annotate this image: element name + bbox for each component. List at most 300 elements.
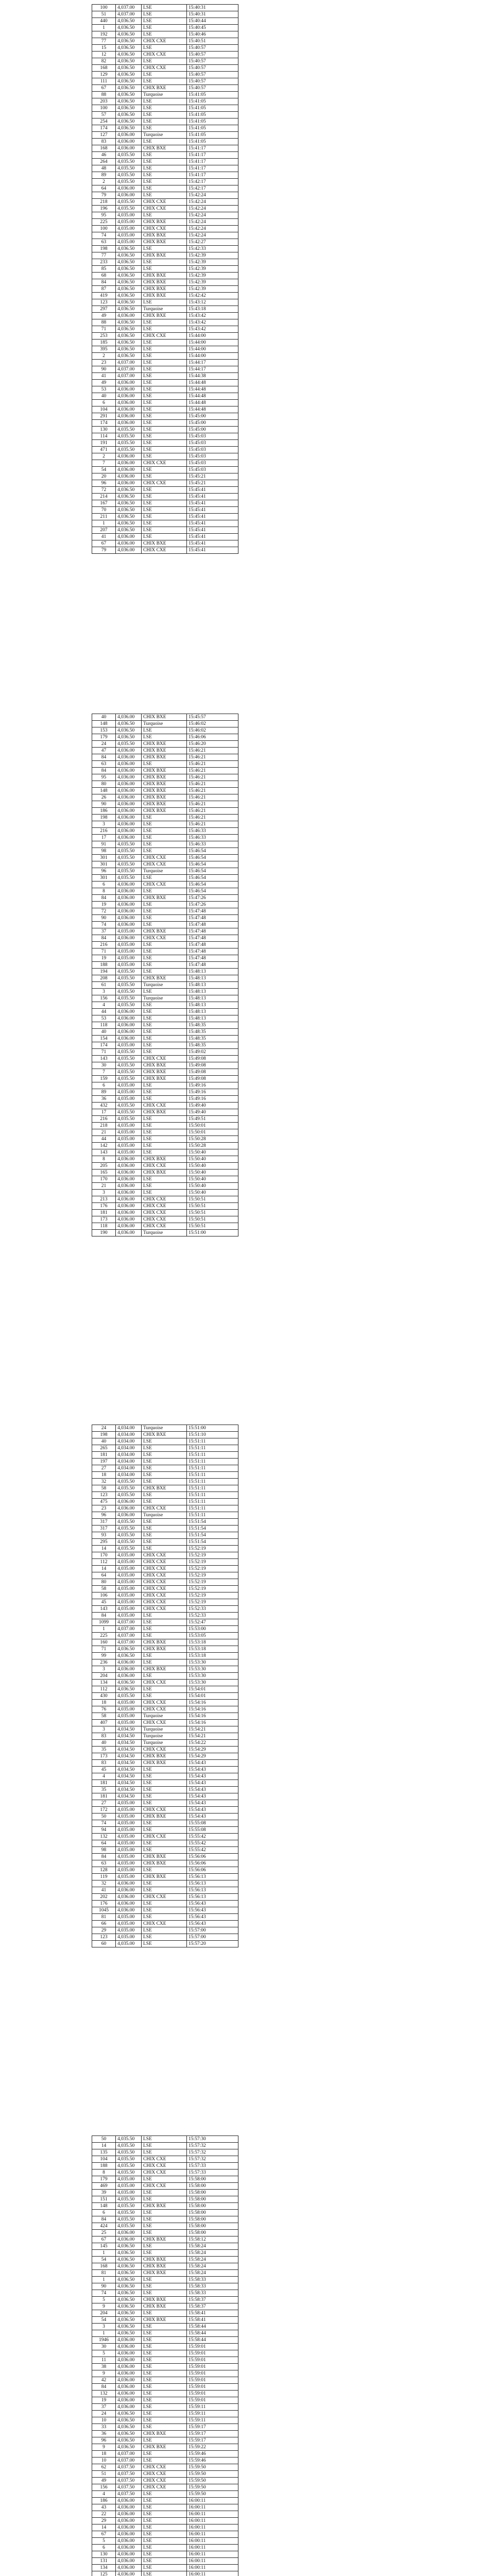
trade-venue-cell: LSE [142, 1914, 187, 1921]
trade-volume-cell: 42 [92, 2377, 116, 2384]
trade-price-cell: 4,035.50 [116, 1002, 142, 1009]
trade-time-cell: 15:45:03 [187, 447, 238, 453]
trade-price-cell: 4,036.50 [116, 346, 142, 353]
trade-price-cell: 4,036.50 [116, 2303, 142, 2310]
trade-venue-cell: LSE [142, 2290, 187, 2297]
table-row [92, 794, 238, 801]
trade-venue-cell: LSE [142, 1653, 187, 1659]
trade-price-cell: 4,036.50 [116, 2277, 142, 2283]
trade-time-cell: 15:49:08 [187, 1062, 238, 1069]
trade-venue-cell: LSE [142, 2511, 187, 2518]
trade-volume-cell: 83 [92, 1760, 116, 1767]
trade-volume-cell: 49 [92, 313, 116, 319]
table-row [92, 2156, 238, 2163]
trade-volume-cell: 23 [92, 360, 116, 366]
trade-volume-cell: 14 [92, 1546, 116, 1552]
trade-volume-cell: 186 [92, 808, 116, 815]
trade-price-cell: 4,035.50 [116, 2136, 142, 2143]
trade-price-cell: 4,035.50 [116, 1532, 142, 1539]
trade-volume-cell: 1045 [92, 1907, 116, 1914]
table-row [92, 105, 238, 112]
trade-time-cell: 15:54:43 [187, 1807, 238, 1814]
trade-time-cell: 15:48:13 [187, 1009, 238, 1015]
trade-price-cell: 4,036.00 [116, 145, 142, 152]
trade-volume-cell: 134 [92, 1680, 116, 1686]
trade-price-cell: 4,036.50 [116, 112, 142, 118]
trade-venue-cell: LSE [142, 2524, 187, 2531]
table-row [92, 145, 238, 152]
trade-price-cell: 4,035.00 [116, 1814, 142, 1820]
trade-price-cell: 4,036.50 [116, 2330, 142, 2337]
trade-price-cell: 4,035.00 [116, 1941, 142, 1947]
trade-time-cell: 15:50:51 [187, 1216, 238, 1223]
trade-price-cell: 4,036.50 [116, 500, 142, 507]
table-row [92, 1089, 238, 1096]
trade-price-cell: 4,036.50 [116, 333, 142, 340]
trade-price-cell: 4,036.00 [116, 313, 142, 319]
trade-volume-cell: 188 [92, 2163, 116, 2170]
trade-volume-cell: 98 [92, 848, 116, 855]
trade-time-cell: 15:54:21 [187, 1733, 238, 1740]
trade-time-cell: 15:52:19 [187, 1572, 238, 1579]
trade-price-cell: 4,036.00 [116, 393, 142, 400]
trade-time-cell: 15:45:03 [187, 460, 238, 467]
trade-time-cell: 15:54:16 [187, 1700, 238, 1706]
trade-time-cell: 15:58:44 [187, 2324, 238, 2330]
trade-price-cell: 4,035.50 [116, 433, 142, 440]
trade-time-cell: 15:46:54 [187, 861, 238, 868]
trade-price-cell: 4,036.00 [116, 808, 142, 815]
table-row [92, 1056, 238, 1062]
trade-time-cell: 15:58:41 [187, 2317, 238, 2324]
trade-venue-cell: CHIX BXE [142, 774, 187, 781]
trade-venue-cell: LSE [142, 2330, 187, 2337]
trade-price-cell: 4,037.00 [116, 1626, 142, 1633]
table-row [92, 1532, 238, 1539]
trade-price-cell: 4,036.00 [116, 467, 142, 473]
trade-venue-cell: CHIX BXE [142, 1753, 187, 1760]
trade-time-cell: 15:45:00 [187, 427, 238, 433]
trade-volume-cell: 432 [92, 1103, 116, 1109]
table-row [92, 868, 238, 875]
table-row [92, 266, 238, 273]
trade-volume-cell: 12 [92, 52, 116, 58]
trade-price-cell: 4,036.00 [116, 2397, 142, 2404]
table-row [92, 212, 238, 219]
trade-venue-cell: LSE [142, 1445, 187, 1452]
trade-venue-cell: LSE [142, 1519, 187, 1526]
trade-venue-cell: LSE [142, 514, 187, 520]
trade-venue-cell: LSE [142, 1693, 187, 1700]
trade-price-cell: 4,036.50 [116, 340, 142, 346]
trade-time-cell: 15:57:33 [187, 2163, 238, 2170]
trade-venue-cell: LSE [142, 955, 187, 962]
trade-venue-cell: LSE [142, 2190, 187, 2196]
trade-volume-cell: 27 [92, 1465, 116, 1472]
trade-time-cell: 15:48:13 [187, 975, 238, 982]
trade-volume-cell: 61 [92, 982, 116, 989]
trade-time-cell: 15:49:08 [187, 1076, 238, 1082]
table-row [92, 38, 238, 45]
trade-time-cell: 15:49:16 [187, 1089, 238, 1096]
trade-time-cell: 15:42:39 [187, 286, 238, 293]
trade-time-cell: 15:54:21 [187, 1726, 238, 1733]
trade-venue-cell: CHIX CXE [142, 333, 187, 340]
trade-volume-cell: 156 [92, 2484, 116, 2491]
trade-venue-cell: LSE [142, 1036, 187, 1042]
table-row [92, 1921, 238, 1927]
trade-volume-cell: 6 [92, 1082, 116, 1089]
transaction-table [92, 2136, 238, 2576]
trade-volume-cell: 168 [92, 65, 116, 72]
trade-time-cell: 15:45:03 [187, 440, 238, 447]
trade-price-cell: 4,037.00 [116, 366, 142, 373]
trade-time-cell: 15:55:42 [187, 1840, 238, 1847]
trade-venue-cell: LSE [142, 875, 187, 882]
trade-volume-cell: 25 [92, 2230, 116, 2236]
trade-price-cell: 4,036.00 [116, 774, 142, 781]
trade-price-cell: 4,036.50 [116, 1653, 142, 1659]
trade-venue-cell: LSE [142, 835, 187, 841]
trade-volume-cell: 2 [92, 353, 116, 360]
trade-time-cell: 15:59:50 [187, 2484, 238, 2491]
table-row [92, 1626, 238, 1633]
trade-volume-cell: 36 [92, 2431, 116, 2437]
trade-time-cell: 15:46:02 [187, 721, 238, 727]
table-row [92, 447, 238, 453]
trade-volume-cell: 47 [92, 748, 116, 754]
trade-volume-cell: 51 [92, 2471, 116, 2478]
trade-volume-cell: 225 [92, 1633, 116, 1639]
trade-time-cell: 15:53:30 [187, 1673, 238, 1680]
trade-price-cell: 4,035.00 [116, 219, 142, 226]
table-row [92, 1069, 238, 1076]
trade-venue-cell: LSE [142, 734, 187, 741]
table-row [92, 1941, 238, 1947]
trade-venue-cell: CHIX BXE [142, 768, 187, 774]
trade-venue-cell: LSE [142, 1472, 187, 1479]
table-row [92, 815, 238, 821]
trade-price-cell: 4,037.50 [116, 2471, 142, 2478]
trade-volume-cell: 84 [92, 754, 116, 761]
table-row [92, 2370, 238, 2377]
trade-time-cell: 15:46:21 [187, 821, 238, 828]
trade-volume-cell: 11 [92, 2357, 116, 2364]
trade-time-cell: 15:45:00 [187, 413, 238, 420]
trade-venue-cell: CHIX BXE [142, 279, 187, 286]
table-row [92, 252, 238, 259]
trade-volume-cell: 33 [92, 2424, 116, 2431]
table-row [92, 540, 238, 547]
trade-time-cell: 15:50:51 [187, 1203, 238, 1210]
trade-time-cell: 15:56:06 [187, 1867, 238, 1874]
trade-price-cell: 4,036.50 [116, 2270, 142, 2277]
trade-volume-cell: 1 [92, 2250, 116, 2257]
table-row [92, 875, 238, 882]
trade-price-cell: 4,036.00 [116, 888, 142, 895]
trade-volume-cell: 151 [92, 2196, 116, 2203]
trade-volume-cell: 471 [92, 447, 116, 453]
trade-venue-cell: LSE [142, 1633, 187, 1639]
trade-time-cell: 15:40:57 [187, 85, 238, 92]
table-row [92, 895, 238, 902]
trade-time-cell: 15:54:43 [187, 1767, 238, 1773]
trade-volume-cell: 301 [92, 855, 116, 861]
table-row [92, 547, 238, 554]
trade-volume-cell: 40 [92, 393, 116, 400]
trade-time-cell: 15:46:54 [187, 882, 238, 888]
trade-time-cell: 15:59:46 [187, 2458, 238, 2464]
trade-price-cell: 4,036.00 [116, 1659, 142, 1666]
table-row [92, 2571, 238, 2576]
table-row [92, 1680, 238, 1686]
trade-volume-cell: 63 [92, 239, 116, 246]
trade-venue-cell: LSE [142, 1042, 187, 1049]
table-row [92, 1062, 238, 1069]
trade-venue-cell: LSE [142, 948, 187, 955]
trade-time-cell: 15:56:06 [187, 1854, 238, 1860]
table-row [92, 2524, 238, 2531]
trade-time-cell: 15:52:19 [187, 1552, 238, 1559]
trade-venue-cell: CHIX CXE [142, 1572, 187, 1579]
trade-time-cell: 15:53:30 [187, 1666, 238, 1673]
trade-price-cell: 4,035.00 [116, 1572, 142, 1579]
trade-time-cell: 15:41:05 [187, 92, 238, 98]
trade-volume-cell: 30 [92, 1062, 116, 1069]
trade-time-cell: 15:44:48 [187, 386, 238, 393]
trade-volume-cell: 90 [92, 915, 116, 922]
trade-volume-cell: 186 [92, 2498, 116, 2504]
trade-price-cell: 4,035.00 [116, 942, 142, 948]
trade-volume-cell: 181 [92, 1793, 116, 1800]
table-row [92, 1927, 238, 1934]
trade-price-cell: 4,035.50 [116, 427, 142, 433]
table-row [92, 1934, 238, 1941]
trade-time-cell: 15:48:13 [187, 1015, 238, 1022]
trade-venue-cell: CHIX CXE [142, 1894, 187, 1901]
trade-venue-cell: LSE [142, 299, 187, 306]
trade-time-cell: 15:57:00 [187, 1934, 238, 1941]
trade-price-cell: 4,036.00 [116, 2504, 142, 2511]
trade-price-cell: 4,036.50 [116, 92, 142, 98]
table-row [92, 754, 238, 761]
table-row [92, 848, 238, 855]
trade-price-cell: 4,035.00 [116, 1586, 142, 1592]
trade-venue-cell: CHIX BXE [142, 2297, 187, 2303]
trade-volume-cell: 83 [92, 1733, 116, 1740]
trade-volume-cell: 83 [92, 139, 116, 145]
trade-time-cell: 15:48:13 [187, 989, 238, 995]
trade-time-cell: 16:00:11 [187, 2518, 238, 2524]
table-row [92, 1566, 238, 1572]
trade-price-cell: 4,036.00 [116, 1156, 142, 1163]
trade-volume-cell: 89 [92, 1089, 116, 1096]
trade-time-cell: 15:57:32 [187, 2143, 238, 2149]
trade-price-cell: 4,036.50 [116, 31, 142, 38]
trade-venue-cell: LSE [142, 1452, 187, 1459]
trade-venue-cell: LSE [142, 31, 187, 38]
trade-time-cell: 15:46:21 [187, 754, 238, 761]
trade-time-cell: 15:45:03 [187, 467, 238, 473]
table-row [92, 1639, 238, 1646]
trade-price-cell: 4,036.50 [116, 98, 142, 105]
table-row [92, 1445, 238, 1452]
trade-time-cell: 15:42:24 [187, 232, 238, 239]
trade-price-cell: 4,035.00 [116, 1613, 142, 1619]
trade-time-cell: 15:54:01 [187, 1693, 238, 1700]
trade-time-cell: 15:47:48 [187, 915, 238, 922]
trade-time-cell: 15:41:05 [187, 112, 238, 118]
trade-time-cell: 15:51:11 [187, 1472, 238, 1479]
trade-venue-cell: LSE [142, 1526, 187, 1532]
table-row [92, 1210, 238, 1216]
trade-venue-cell: LSE [142, 908, 187, 915]
trade-venue-cell: LSE [142, 45, 187, 52]
trade-price-cell: 4,035.00 [116, 1854, 142, 1860]
trade-price-cell: 4,036.00 [116, 2538, 142, 2545]
trade-venue-cell: CHIX CXE [142, 38, 187, 45]
trade-price-cell: 4,036.50 [116, 273, 142, 279]
trade-volume-cell: 148 [92, 721, 116, 727]
trade-volume-cell: 63 [92, 761, 116, 768]
trade-price-cell: 4,036.50 [116, 514, 142, 520]
trade-time-cell: 15:58:24 [187, 2250, 238, 2257]
table-row [92, 1109, 238, 1116]
table-row [92, 1673, 238, 1680]
table-row [92, 172, 238, 179]
table-row [92, 855, 238, 861]
table-row [92, 494, 238, 500]
trade-venue-cell: LSE [142, 2310, 187, 2317]
trade-time-cell: 15:57:33 [187, 2170, 238, 2176]
trade-time-cell: 15:47:48 [187, 935, 238, 942]
trade-venue-cell: LSE [142, 527, 187, 534]
trade-volume-cell: 15 [92, 45, 116, 52]
table-row [92, 1767, 238, 1773]
trade-volume-cell: 170 [92, 1552, 116, 1559]
trade-price-cell: 4,036.00 [116, 380, 142, 386]
trade-volume-cell: 128 [92, 1867, 116, 1874]
trade-price-cell: 4,036.00 [116, 1894, 142, 1901]
table-row [92, 1123, 238, 1129]
trade-time-cell: 15:46:02 [187, 727, 238, 734]
trade-time-cell: 15:46:21 [187, 774, 238, 781]
trade-volume-cell: 153 [92, 727, 116, 734]
trade-venue-cell: LSE [142, 152, 187, 159]
trade-price-cell: 4,036.00 [116, 2518, 142, 2524]
trade-time-cell: 16:00:11 [187, 2558, 238, 2565]
trade-venue-cell: LSE [142, 386, 187, 393]
table-row [92, 45, 238, 52]
trade-volume-cell: 94 [92, 1827, 116, 1834]
trade-volume-cell: 17 [92, 835, 116, 841]
table-row [92, 1706, 238, 1713]
trade-time-cell: 15:47:48 [187, 922, 238, 928]
trade-volume-cell: 407 [92, 1720, 116, 1726]
trade-volume-cell: 74 [92, 232, 116, 239]
trade-venue-cell: CHIX BXE [142, 1069, 187, 1076]
trade-price-cell: 4,036.00 [116, 1673, 142, 1680]
trade-venue-cell: CHIX CXE [142, 1592, 187, 1599]
trade-time-cell: 15:45:41 [187, 500, 238, 507]
table-row [92, 841, 238, 848]
trade-price-cell: 4,035.50 [116, 447, 142, 453]
trade-time-cell: 15:54:16 [187, 1713, 238, 1720]
trade-time-cell: 16:00:11 [187, 2545, 238, 2551]
trade-volume-cell: 71 [92, 326, 116, 333]
trade-volume-cell: 19 [92, 955, 116, 962]
trade-volume-cell: 41 [92, 534, 116, 540]
trade-venue-cell: CHIX CXE [142, 861, 187, 868]
table-row [92, 2364, 238, 2370]
trade-price-cell: 4,036.50 [116, 299, 142, 306]
trade-time-cell: 15:48:35 [187, 1022, 238, 1029]
trade-price-cell: 4,036.50 [116, 2250, 142, 2257]
trade-venue-cell: LSE [142, 413, 187, 420]
trade-time-cell: 15:46:21 [187, 788, 238, 794]
trade-volume-cell: 6 [92, 2545, 116, 2551]
trade-time-cell: 15:45:41 [187, 547, 238, 554]
table-row [92, 1076, 238, 1082]
trade-venue-cell: LSE [142, 2518, 187, 2524]
trade-venue-cell: LSE [142, 2196, 187, 2203]
trade-time-cell: 15:59:01 [187, 2384, 238, 2391]
trade-price-cell: 4,035.50 [116, 2156, 142, 2163]
trade-volume-cell: 24 [92, 2411, 116, 2417]
table-row [92, 2538, 238, 2545]
table-row [92, 1887, 238, 1894]
table-row [92, 975, 238, 982]
trade-time-cell: 15:46:21 [187, 815, 238, 821]
trade-price-cell: 4,035.00 [116, 1706, 142, 1713]
trade-venue-cell: CHIX BXE [142, 754, 187, 761]
trade-price-cell: 4,036.50 [116, 2243, 142, 2250]
trade-time-cell: 15:56:13 [187, 1880, 238, 1887]
table-row [92, 78, 238, 85]
trade-venue-cell: LSE [142, 420, 187, 427]
trade-volume-cell: 159 [92, 1076, 116, 1082]
table-row [92, 2183, 238, 2190]
trade-venue-cell: Turquoise [142, 92, 187, 98]
trade-time-cell: 15:59:11 [187, 2404, 238, 2411]
trade-volume-cell: 82 [92, 58, 116, 65]
trade-venue-cell: LSE [142, 159, 187, 165]
trade-volume-cell: 40 [92, 1740, 116, 1747]
trade-price-cell: 4,036.00 [116, 2511, 142, 2518]
trade-volume-cell: 130 [92, 427, 116, 433]
table-row [92, 1519, 238, 1526]
trade-time-cell: 15:46:33 [187, 828, 238, 835]
table-row [92, 1592, 238, 1599]
trade-price-cell: 4,036.00 [116, 1183, 142, 1190]
table-row [92, 413, 238, 420]
trade-price-cell: 4,035.00 [116, 1559, 142, 1566]
table-row [92, 460, 238, 467]
trade-price-cell: 4,035.50 [116, 982, 142, 989]
trade-price-cell: 4,036.00 [116, 821, 142, 828]
trade-volume-cell: 46 [92, 152, 116, 159]
table-row [92, 1190, 238, 1196]
table-row [92, 948, 238, 955]
trade-time-cell: 15:41:17 [187, 145, 238, 152]
trade-volume-cell: 4 [92, 2491, 116, 2498]
table-row [92, 1586, 238, 1592]
table-row [92, 2149, 238, 2156]
table-row [92, 1438, 238, 1445]
table-row [92, 1552, 238, 1559]
trade-time-cell: 15:50:51 [187, 1223, 238, 1230]
trade-volume-cell: 66 [92, 1921, 116, 1927]
